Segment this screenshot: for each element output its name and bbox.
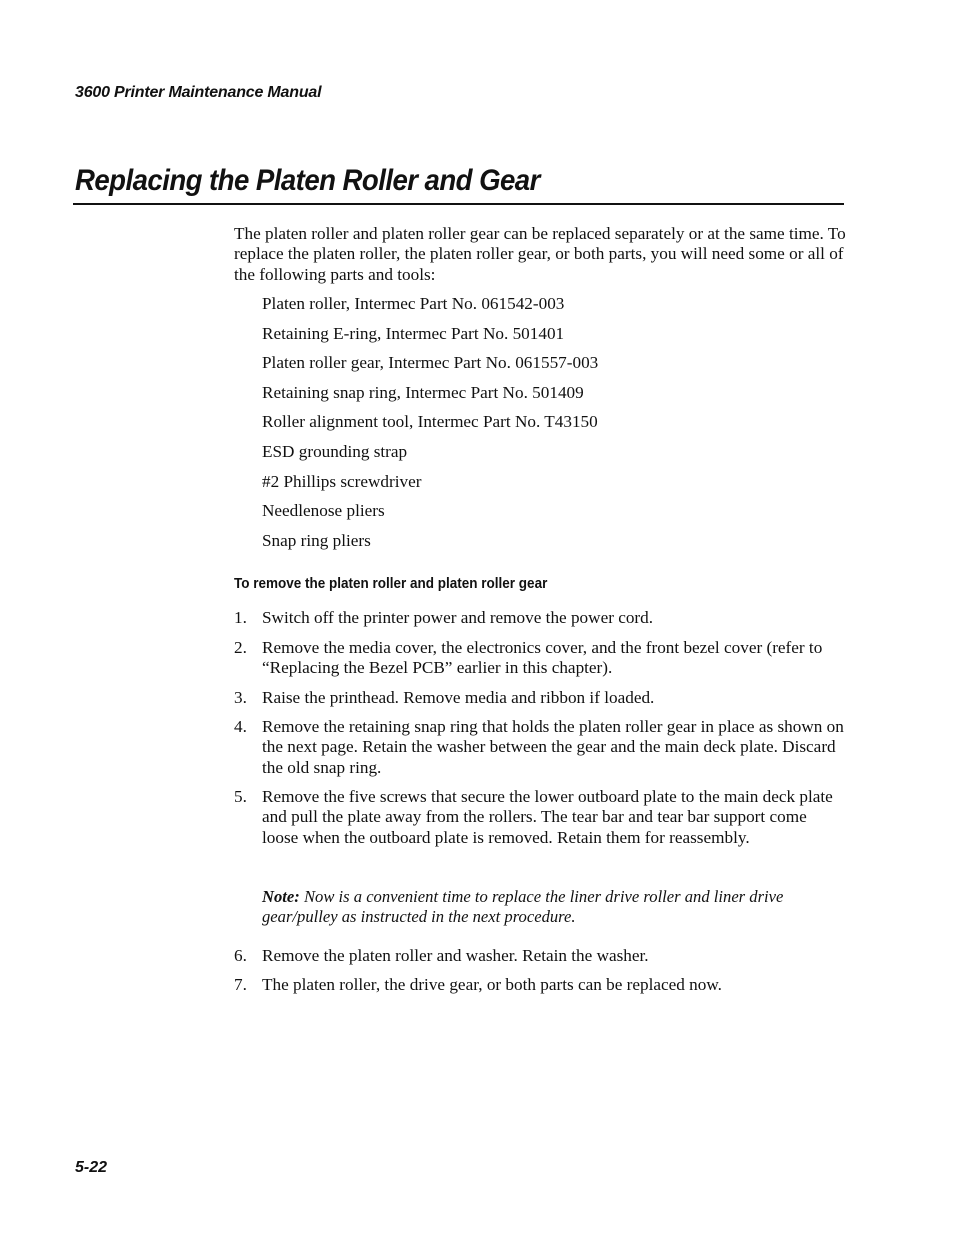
page-number: 5-22: [75, 1159, 108, 1176]
step-number: 5.: [234, 787, 247, 806]
step-text: Remove the five screws that secure the lower outboard plate to the main deck plate and pull the plate away from the rollers. The tear bar and tear bar support come loose when the outboard plate is removed. Retain them for reassembly.: [262, 787, 833, 847]
parts-list-item: #2 Phillips screwdriver: [262, 471, 422, 491]
title-rule: [73, 203, 844, 205]
parts-list: [262, 294, 598, 560]
intro-paragraph: The platen roller and platen roller gear can be replaced separately or at the same time. To replace the platen roller, the platen roller gear, or both parts, you will need some or all of the following parts and tools:: [234, 224, 846, 284]
running-header: 3600 Printer Maintenance Manual: [75, 84, 322, 101]
step-text: Remove the retaining snap ring that holds the platen roller gear in place as shown on the next page. Retain the washer between the gear and the main deck plate. Discard the old snap ring.: [262, 717, 844, 777]
step-number: 3.: [234, 688, 247, 707]
parts-list-item: Retaining snap ring, Intermec Part No. 501409: [262, 382, 584, 402]
section-title: Replacing the Platen Roller and Gear: [75, 164, 540, 197]
note-label: Note:: [262, 887, 300, 906]
procedure-step: [234, 946, 846, 966]
step-text: Raise the printhead. Remove media and ribbon if loaded.: [262, 688, 655, 707]
note: [262, 887, 842, 928]
parts-list-item: ESD grounding strap: [262, 441, 408, 461]
parts-list-item: Platen roller gear, Intermec Part No. 061557-003: [262, 353, 599, 373]
procedure-step: [234, 975, 846, 995]
step-number: 4.: [234, 717, 247, 736]
step-number: 2.: [234, 638, 247, 657]
parts-list-item: Retaining E-ring, Intermec Part No. 501401: [262, 323, 565, 343]
parts-list-item: Needlenose pliers: [262, 501, 385, 521]
procedure-step: [234, 787, 846, 848]
step-text: The platen roller, the drive gear, or both parts can be replaced now.: [262, 975, 722, 994]
procedure-step: [234, 638, 846, 679]
step-number: 6.: [234, 946, 247, 965]
procedure-step: [234, 688, 846, 708]
step-text: Remove the platen roller and washer. Retain the washer.: [262, 946, 649, 965]
parts-list-item: Roller alignment tool, Intermec Part No. T43150: [262, 412, 598, 432]
step-number: 7.: [234, 975, 247, 994]
note-text: Now is a convenient time to replace the liner drive roller and liner drive gear/pulley as instructed in the next procedure.: [262, 887, 784, 927]
step-number: 1.: [234, 608, 247, 627]
procedure-step: [234, 608, 846, 628]
step-text: Remove the media cover, the electronics cover, and the front bezel cover (refer to “Replacing the Bezel PCB” earlier in this chapter).: [262, 638, 823, 678]
procedure-step: [234, 717, 846, 778]
procedure-heading: To remove the platen roller and platen roller gear: [234, 575, 548, 592]
step-text: Switch off the printer power and remove the power cord.: [262, 608, 654, 627]
parts-list-item: Snap ring pliers: [262, 530, 371, 550]
parts-list-item: Platen roller, Intermec Part No. 061542-003: [262, 294, 565, 313]
